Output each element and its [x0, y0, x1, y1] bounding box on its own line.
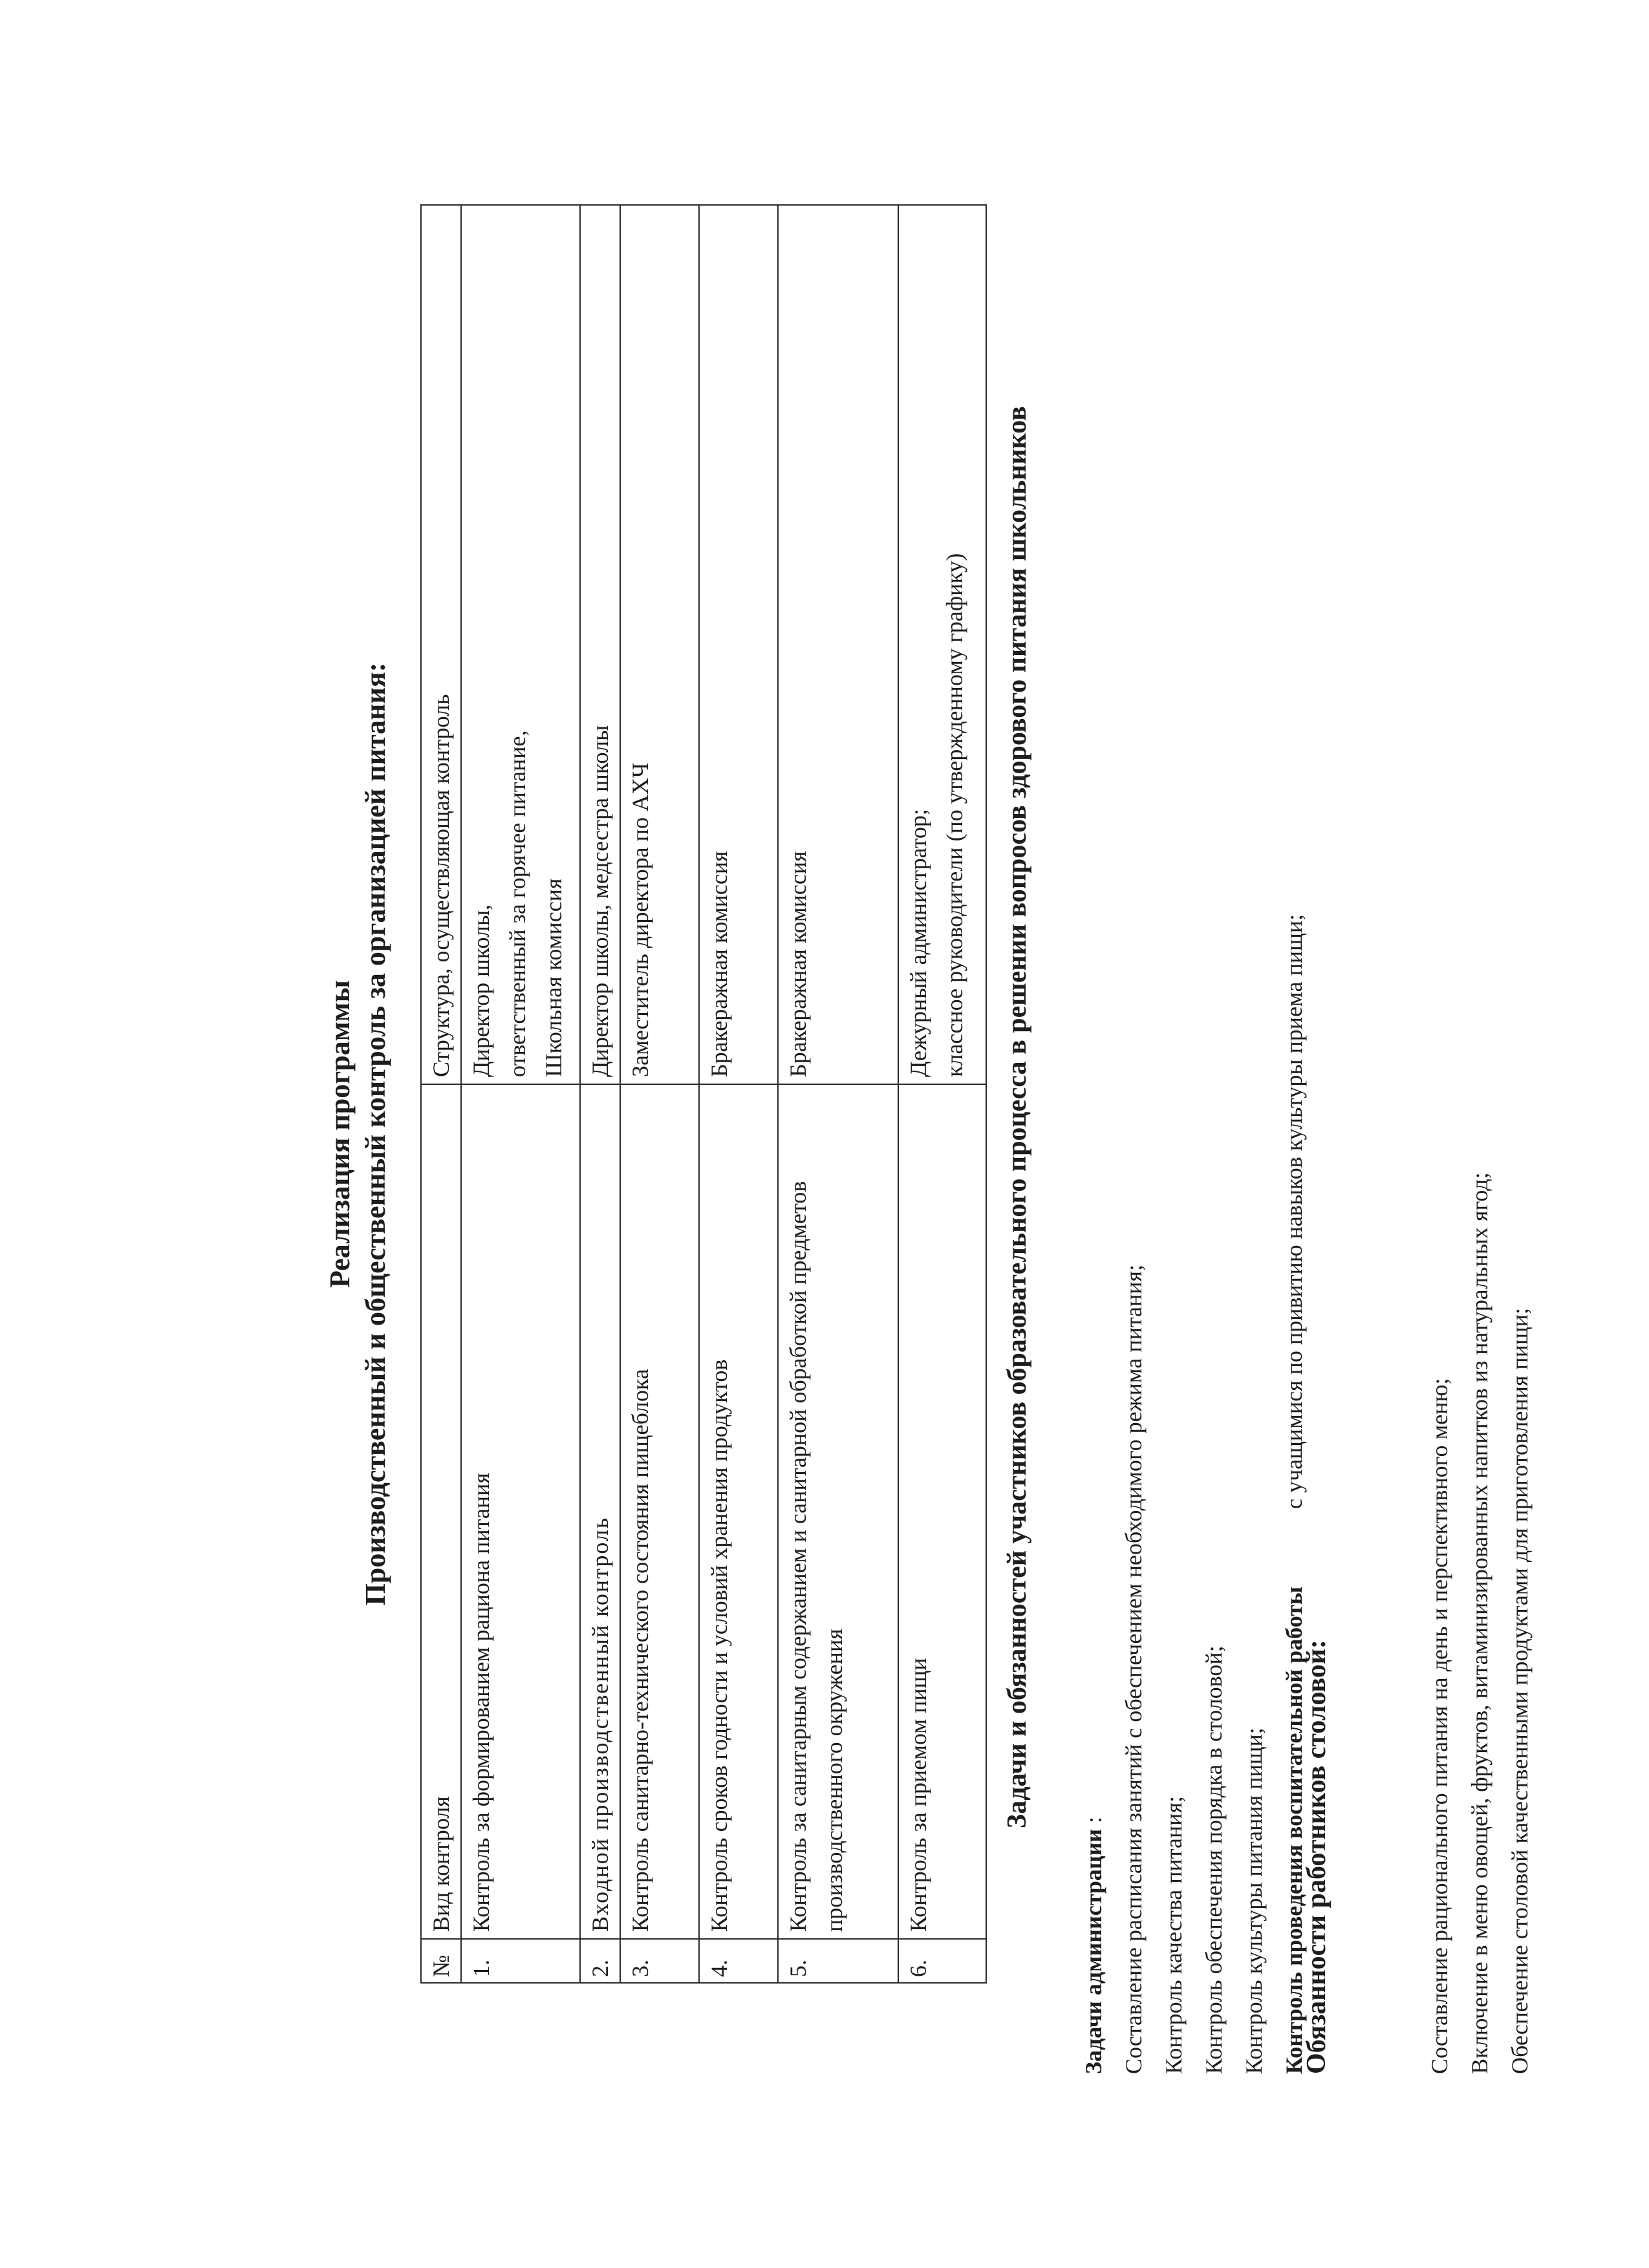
- list-item: Обеспечение столовой качественными продуктами для приготовления пищи;: [1507, 1308, 1533, 2074]
- page-title: Реализация программы: [324, 980, 356, 1289]
- responsible-line: Школьная комиссия: [541, 878, 566, 1077]
- control-responsible: [620, 205, 699, 1084]
- control-responsible: [580, 205, 620, 1084]
- control-responsible: [778, 205, 898, 1084]
- admin-tasks-heading-suffix: :: [1081, 1816, 1106, 1829]
- responsible-line: ответственный за горячее питание,: [504, 730, 530, 1077]
- control-type: Контроль за санитарным содержанием и санитарной обработкой предметов производственного окружения: [778, 1084, 898, 1939]
- responsible-line: Бракеражная комиссия: [706, 851, 732, 1077]
- column-header-type: Вид контроля: [421, 1084, 461, 1939]
- table-row: [778, 205, 898, 1983]
- table-row: [461, 205, 580, 1983]
- control-responsible: [461, 205, 580, 1084]
- admin-tasks-heading-line: [1073, 914, 1114, 2074]
- row-number: 3.: [620, 1939, 699, 1983]
- admin-tasks-heading: Задачи администрации: [1081, 1828, 1106, 2074]
- control-type: Контроль сроков годности и условий хранения продуктов: [699, 1084, 778, 1939]
- responsible-line: Заместитель директора по АХЧ: [627, 762, 653, 1077]
- list-item: Составление рационального питания на день и перспективного меню;: [1427, 1378, 1452, 2074]
- tasks-section-title: Задачи и обязанностей участников образовательного процесса в решении вопросов здорового питания школьников: [1002, 406, 1032, 1828]
- responsible-line: Дежурный администратор;: [905, 809, 931, 1077]
- admin-last-item-bold: Контроль проведения воспитательной работы: [1281, 1586, 1307, 2074]
- control-type: Контроль за формированием рациона питания: [461, 1084, 580, 1939]
- control-type: Контроль санитарно-технического состояния пищеблока: [620, 1084, 699, 1939]
- admin-last-item-rest: с учащимися по привитию навыков культуры приема пищи;: [1281, 914, 1307, 1509]
- row-number: 4.: [699, 1939, 778, 1983]
- list-item: Контроль качества питания;: [1161, 1795, 1187, 2074]
- row-number: 2.: [580, 1939, 620, 1983]
- responsible-line: Директор школы,: [468, 904, 494, 1077]
- responsible-line: классное руководители (по утвержденному графику): [942, 553, 967, 1077]
- duties-section-title: Обязанности работников столовой:: [1302, 1640, 1331, 2074]
- control-responsible: [699, 205, 778, 1084]
- list-item: Контроль культуры питания пищи;: [1241, 1728, 1267, 2074]
- list-item: Включение в меню овощей, фруктов, витаминизированных напитков из натуральных ягод;: [1467, 1172, 1493, 2074]
- responsible-line: Директор школы, медсестра школы: [587, 725, 613, 1077]
- table-header-row: [421, 205, 461, 1983]
- list-item: Контроль обеспечения порядка в столовой;: [1201, 1645, 1227, 2074]
- admin-tasks-list: [1073, 914, 1314, 2074]
- control-responsible: [898, 205, 986, 1084]
- row-number: 6.: [898, 1939, 986, 1983]
- page-subtitle: Производственный и общественный контроль за организацией питания:: [360, 662, 391, 1606]
- list-item: Составление расписания занятий с обеспечением необходимого режима питания;: [1121, 1264, 1147, 2074]
- duties-list: [1419, 1172, 1540, 2074]
- row-number: 1.: [461, 1939, 580, 1983]
- column-header-number: №: [421, 1939, 461, 1983]
- control-type: Контроль за приемом пищи: [898, 1084, 986, 1939]
- column-header-responsible: Структура, осуществляющая контроль: [421, 205, 461, 1084]
- table-row: [699, 205, 778, 1983]
- table-row: [620, 205, 699, 1983]
- table-row: [898, 205, 986, 1983]
- responsible-line: Бракеражная комиссия: [785, 851, 811, 1077]
- control-table: [420, 204, 987, 1984]
- row-number: 5.: [778, 1939, 898, 1983]
- control-type: Входной производственный контроль: [580, 1084, 620, 1939]
- table-row: [580, 205, 620, 1983]
